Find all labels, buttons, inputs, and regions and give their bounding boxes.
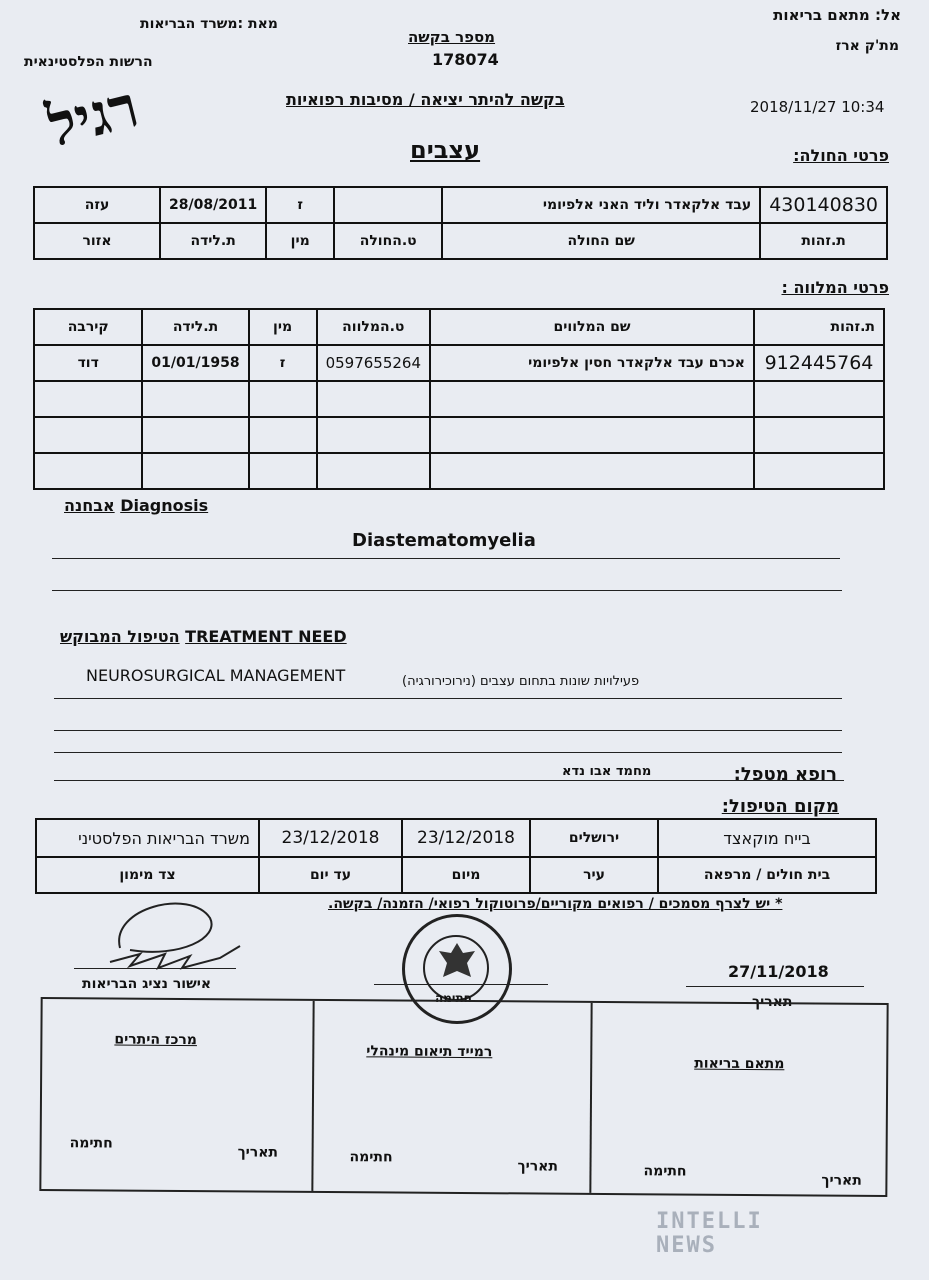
diagnosis-label-he: אבחנה: [64, 496, 115, 515]
signature-icon: [70, 888, 270, 978]
table-row: [34, 223, 887, 259]
companion-sex-header: מין: [249, 309, 317, 345]
companion-sex: ז: [249, 345, 317, 381]
place-side: משרד הבריאות הפלסטיני: [36, 819, 259, 857]
table-row: [34, 309, 884, 345]
watermark-line1: INTELLI: [656, 1209, 763, 1234]
companion-id: 912445764: [754, 345, 884, 381]
patient-birth-header: ת.לידה: [160, 223, 266, 259]
stamp-line: [374, 984, 548, 985]
patient-sex: ז: [266, 187, 334, 223]
request-number-label: מספר בקשה: [408, 28, 496, 46]
divider: [54, 698, 842, 699]
page-title: בקשה להיתר יציאה / מסיבות רפואיות: [286, 90, 565, 109]
place-side-header: צד מימון: [36, 857, 259, 893]
patient-phone-header: ט.החולה: [334, 223, 442, 259]
companion-name-header: שם המלווים: [430, 309, 754, 345]
place-hospital: בייח מוקאצד: [658, 819, 876, 857]
signature-boxes: [39, 997, 888, 1197]
documents-note: * יש לצרף מסמכים / רפואים מקוריים/פרוטוקול רפואי/ הזמנה/ בקשה.: [328, 896, 783, 912]
place-city-header: עיר: [530, 857, 658, 893]
companion-phone: 0597655264: [317, 345, 430, 381]
approval-date-label: תאריך: [752, 994, 793, 1010]
place-from-header: מיום: [402, 857, 530, 893]
patient-phone: [334, 187, 442, 223]
treatment-label: [60, 627, 347, 646]
table-row: [34, 453, 884, 489]
stamp-label: חתימה: [435, 991, 472, 1005]
box-sign-label: חתימה: [643, 1163, 687, 1180]
approval-date: 27/11/2018: [728, 962, 829, 981]
divider: [52, 590, 842, 591]
companion-table: [33, 308, 885, 490]
patient-name-header: שם החולה: [442, 223, 760, 259]
sender-sub: הרשות הפלסטינאית: [24, 54, 153, 70]
place-from: 23/12/2018: [402, 819, 530, 857]
patient-id: 430140830: [760, 187, 887, 223]
patient-id-header: ת.זהות: [760, 223, 887, 259]
recipient-sub: מת'ק ארז: [835, 38, 899, 54]
box-date-label: תאריך: [517, 1158, 558, 1175]
department-title: עצבים: [410, 136, 481, 164]
place-table: [35, 818, 877, 894]
divider: [52, 558, 840, 559]
table-row: [36, 819, 876, 857]
table-row: [34, 381, 884, 417]
patient-section-label: פרטי החולה:: [793, 146, 889, 165]
sender: מאת :משרד הבריאות: [140, 16, 278, 32]
watermark-logo: [656, 1210, 763, 1258]
treatment-value-en: NEUROSURGICAL MANAGEMENT: [86, 666, 346, 685]
patient-area-header: אזור: [34, 223, 160, 259]
doctor-label: רופא מטפל:: [733, 764, 837, 785]
doctor-name: מחמד אבו נדא: [562, 764, 652, 779]
treatment-label-en: TREATMENT NEED: [185, 627, 347, 646]
box-date-label: תאריך: [821, 1172, 862, 1189]
request-number: 178074: [432, 50, 499, 69]
patient-birth: 28/08/2011: [160, 187, 266, 223]
companion-phone-header: ט.המלווה: [317, 309, 430, 345]
companion-section-label: פרטי המלווה :: [781, 278, 889, 297]
treatment-label-he: הטיפול המבוקש: [60, 627, 180, 646]
box-title-permits-center: מרכז היתרים: [114, 1031, 198, 1049]
request-datetime: 2018/11/27 10:34: [750, 98, 885, 116]
box-sign-label: חתימה: [349, 1149, 393, 1166]
patient-sex-header: מין: [266, 223, 334, 259]
table-row: [34, 417, 884, 453]
diagnosis-value: Diastematomyelia: [352, 530, 536, 551]
companion-relation-header: קירבה: [34, 309, 142, 345]
table-row: [34, 345, 884, 381]
place-city: ירושלים: [530, 819, 658, 857]
place-to: 23/12/2018: [259, 819, 402, 857]
box-title-health-coordinator: מתאם בריאות: [694, 1055, 785, 1073]
companion-birth: 01/01/1958: [142, 345, 248, 381]
watermark-line2: NEWS: [656, 1233, 717, 1258]
diagnosis-label: [64, 496, 208, 515]
urgent-handwritten-stamp: רגיל: [41, 72, 145, 160]
divider: [54, 730, 842, 731]
treatment-value-he: פעילויות שונות בתחום עצבים (נירוכירורגיה): [402, 674, 640, 689]
companion-relation: דוד: [34, 345, 142, 381]
eagle-emblem-icon: [437, 941, 477, 985]
place-to-header: עד יום: [259, 857, 402, 893]
box-date-label: תאריך: [237, 1144, 279, 1161]
signature-line: [74, 968, 236, 969]
divider: [54, 752, 842, 753]
divider: [54, 780, 844, 781]
box-sign-label: חתימה: [69, 1135, 113, 1152]
box-title-admin-coordination: רמייד תיאום מינהלי: [366, 1043, 493, 1061]
table-row: [34, 187, 887, 223]
recipient: אל: מתאם בריאות: [773, 6, 901, 24]
place-label: מקום הטיפול:: [721, 796, 839, 817]
companion-id-header: ת.זהות: [754, 309, 884, 345]
date-line: [686, 986, 864, 987]
place-hospital-header: בית חולים / מרפאה: [658, 857, 876, 893]
companion-birth-header: ת.לידה: [142, 309, 248, 345]
companion-name: אכרם עבד אלקאדר חסין אלפיומי: [430, 345, 754, 381]
patient-name: עבד אלקאדר וליד האני אלפיומי: [442, 187, 760, 223]
patient-area: עזה: [34, 187, 160, 223]
approval-label: אישור נציג הבריאות: [82, 976, 212, 992]
diagnosis-label-en: Diagnosis: [120, 496, 209, 515]
patient-table: [33, 186, 888, 260]
